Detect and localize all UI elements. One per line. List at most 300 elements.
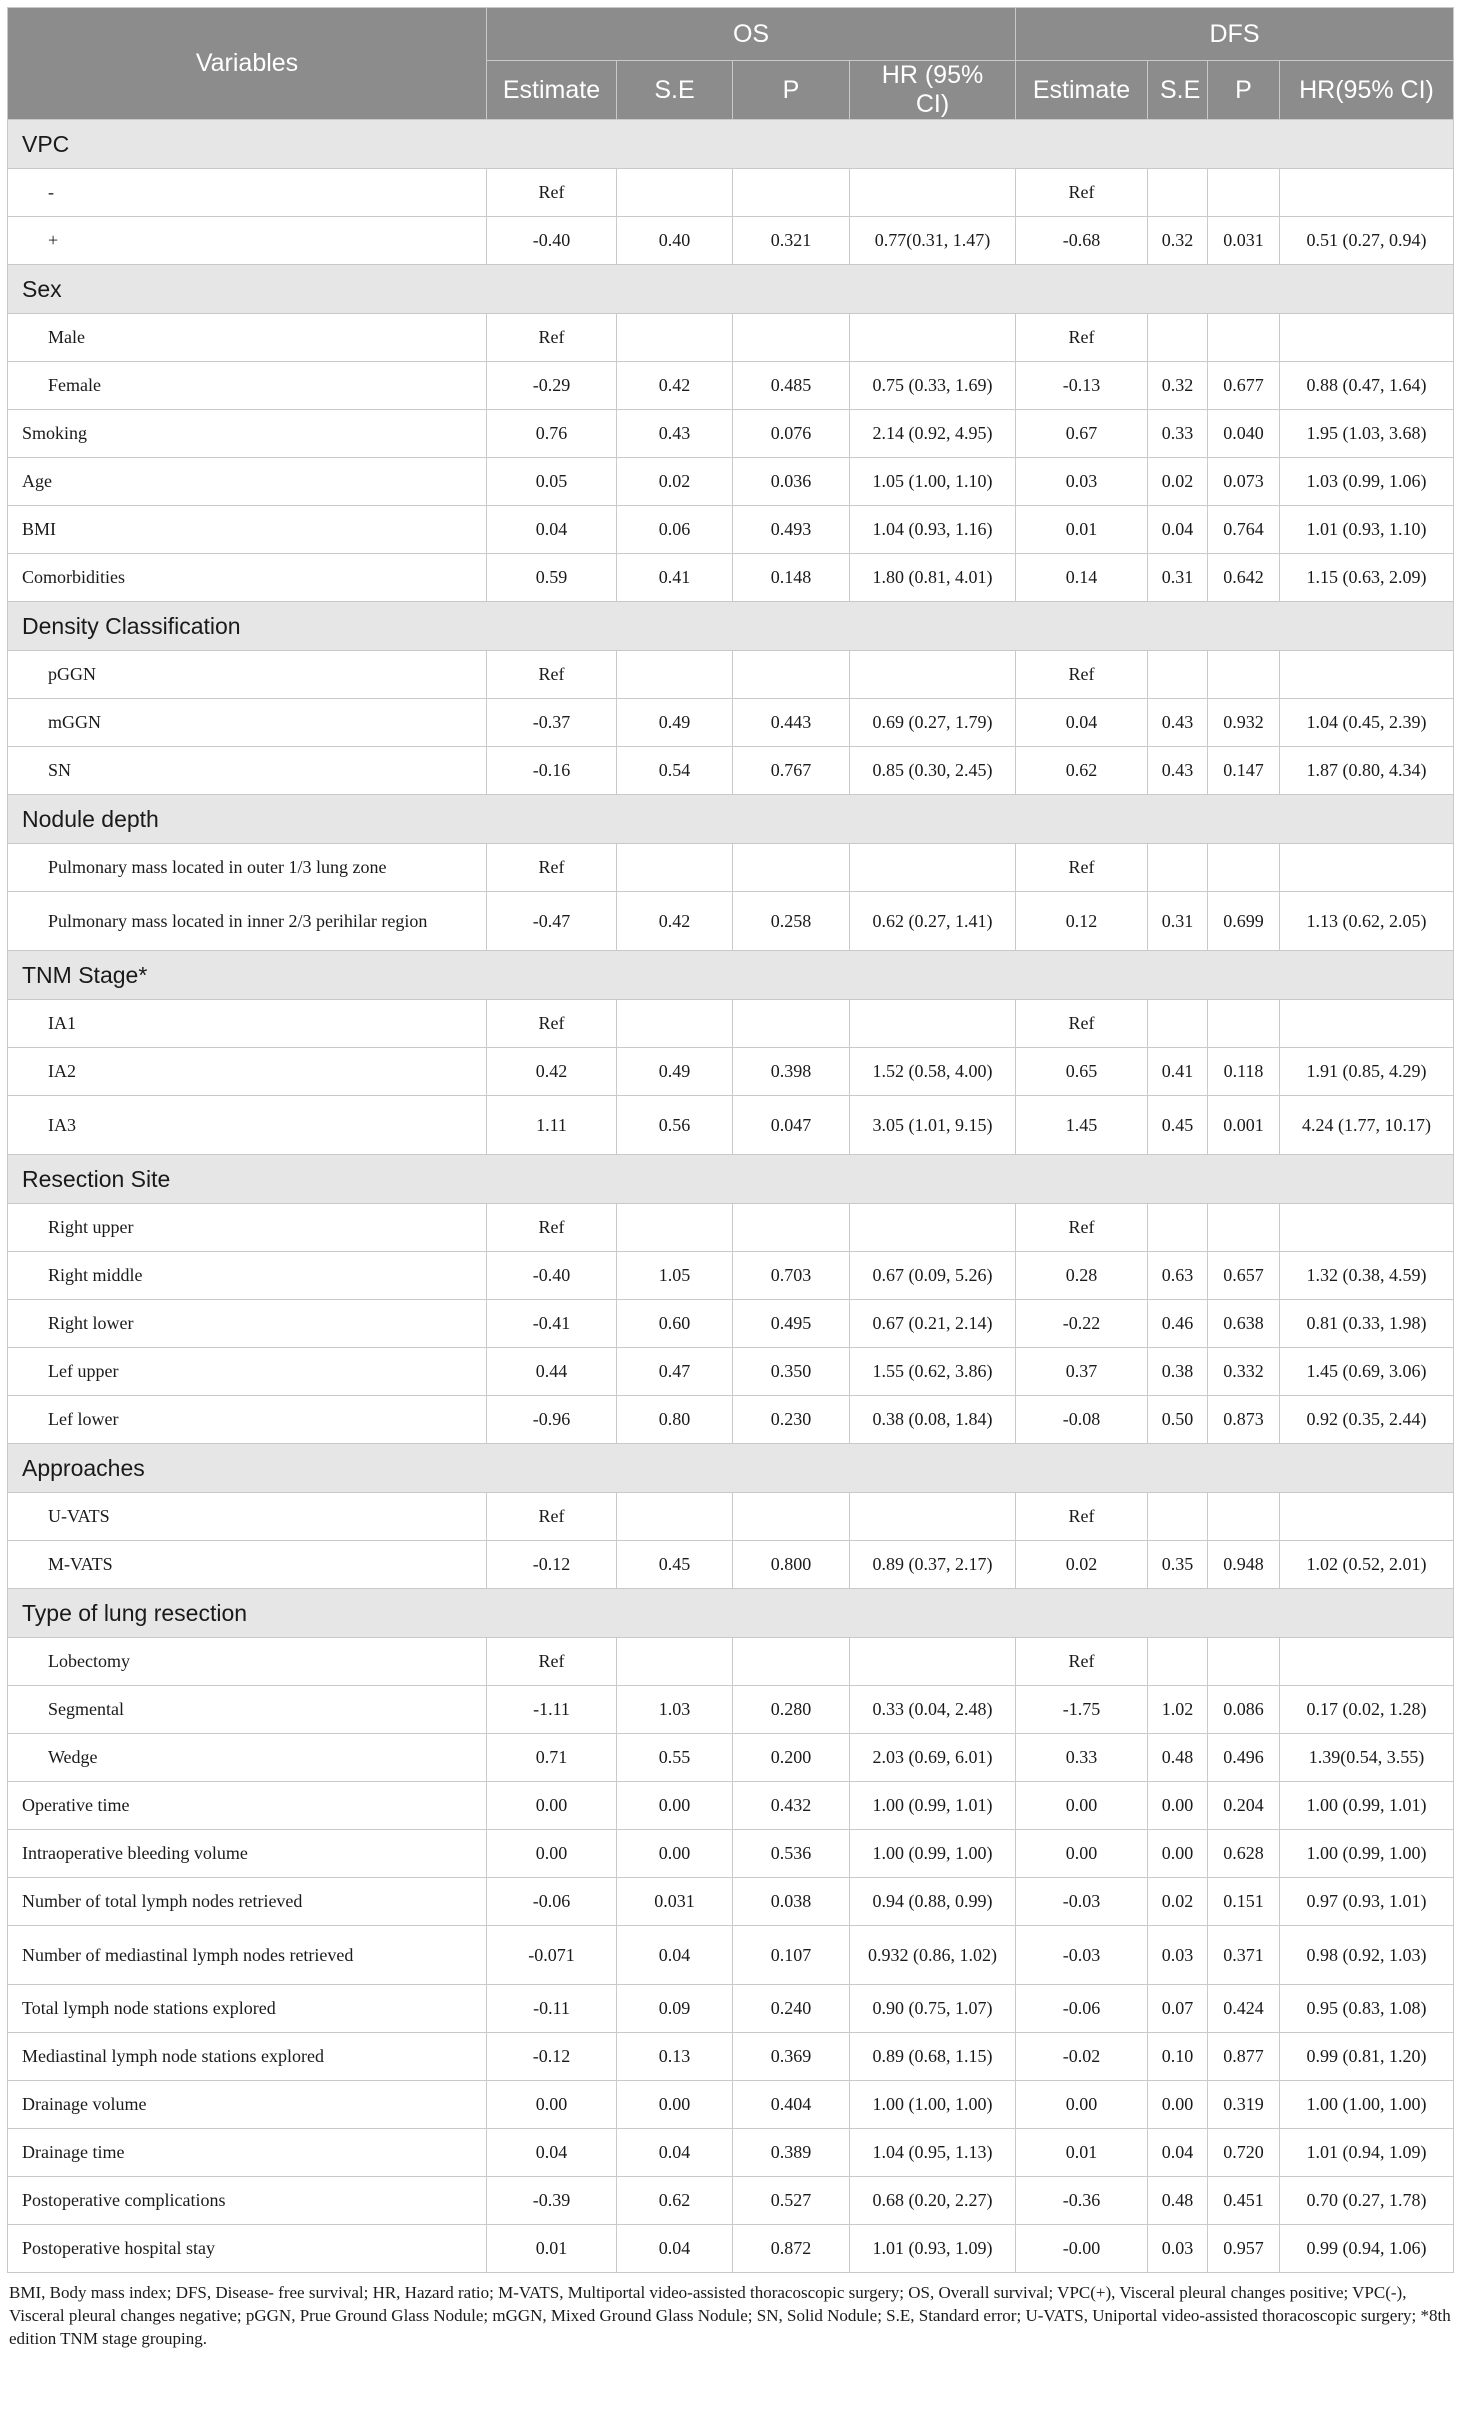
- dfs-estimate-cell: -0.22: [1016, 1300, 1148, 1348]
- dfs-hr-cell: 1.00 (1.00, 1.00): [1280, 2081, 1454, 2129]
- os-se-cell: 0.80: [617, 1396, 733, 1444]
- dfs-hr-cell: 0.99 (0.94, 1.06): [1280, 2225, 1454, 2273]
- dfs-p-cell: 0.040: [1208, 410, 1280, 458]
- table-row: [8, 1686, 1454, 1734]
- os-hr-cell: 1.04 (0.95, 1.13): [850, 2129, 1016, 2177]
- dfs-estimate-cell: Ref: [1016, 1204, 1148, 1252]
- os-se-cell: 0.00: [617, 1830, 733, 1878]
- os-p-cell: 0.389: [733, 2129, 850, 2177]
- dfs-estimate-cell: Ref: [1016, 314, 1148, 362]
- dfs-estimate-cell: 0.67: [1016, 410, 1148, 458]
- dfs-hr-cell: 0.95 (0.83, 1.08): [1280, 1985, 1454, 2033]
- dfs-hr-cell: 1.32 (0.38, 4.59): [1280, 1252, 1454, 1300]
- os-estimate-cell: -0.47: [487, 892, 617, 951]
- row-label: Number of total lymph nodes retrieved: [8, 1878, 487, 1926]
- section-row: [8, 1589, 1454, 1638]
- os-estimate-cell: 0.44: [487, 1348, 617, 1396]
- dfs-hr-cell: 4.24 (1.77, 10.17): [1280, 1096, 1454, 1155]
- table-row: [8, 2177, 1454, 2225]
- dfs-hr-cell: 1.95 (1.03, 3.68): [1280, 410, 1454, 458]
- dfs-p-cell: 0.657: [1208, 1252, 1280, 1300]
- row-label: Intraoperative bleeding volume: [8, 1830, 487, 1878]
- table-row: [8, 217, 1454, 265]
- dfs-se-cell: 0.45: [1148, 1096, 1208, 1155]
- os-se-cell: 0.43: [617, 410, 733, 458]
- os-estimate-cell: 0.00: [487, 1830, 617, 1878]
- dfs-p-cell: 0.873: [1208, 1396, 1280, 1444]
- dfs-se-cell: [1148, 1000, 1208, 1048]
- dfs-estimate-cell: Ref: [1016, 844, 1148, 892]
- os-se-cell: [617, 844, 733, 892]
- os-se-cell: 0.62: [617, 2177, 733, 2225]
- os-se-cell: 0.56: [617, 1096, 733, 1155]
- table-row: [8, 1926, 1454, 1985]
- table-row: [8, 1985, 1454, 2033]
- dfs-se-cell: [1148, 1204, 1208, 1252]
- os-p-cell: 0.404: [733, 2081, 850, 2129]
- header-dfs-se: S.E: [1148, 61, 1208, 120]
- dfs-hr-cell: 1.00 (0.99, 1.01): [1280, 1782, 1454, 1830]
- dfs-se-cell: 0.43: [1148, 747, 1208, 795]
- dfs-hr-cell: 1.91 (0.85, 4.29): [1280, 1048, 1454, 1096]
- os-se-cell: 0.13: [617, 2033, 733, 2081]
- os-estimate-cell: -0.41: [487, 1300, 617, 1348]
- row-label: Female: [8, 362, 487, 410]
- section-row: [8, 602, 1454, 651]
- os-hr-cell: 3.05 (1.01, 9.15): [850, 1096, 1016, 1155]
- dfs-se-cell: 0.04: [1148, 2129, 1208, 2177]
- os-estimate-cell: 0.00: [487, 1782, 617, 1830]
- os-estimate-cell: Ref: [487, 1204, 617, 1252]
- dfs-se-cell: 0.03: [1148, 2225, 1208, 2273]
- table-row: [8, 554, 1454, 602]
- os-se-cell: 0.04: [617, 2225, 733, 2273]
- header-os-p: P: [733, 61, 850, 120]
- dfs-hr-cell: 1.03 (0.99, 1.06): [1280, 458, 1454, 506]
- dfs-estimate-cell: 0.00: [1016, 1830, 1148, 1878]
- row-label: Lobectomy: [8, 1638, 487, 1686]
- dfs-hr-cell: [1280, 314, 1454, 362]
- header-os: OS: [487, 8, 1016, 61]
- os-estimate-cell: -0.071: [487, 1926, 617, 1985]
- os-p-cell: 0.767: [733, 747, 850, 795]
- dfs-p-cell: [1208, 1638, 1280, 1686]
- row-label: Pulmonary mass located in outer 1/3 lung zone: [8, 844, 487, 892]
- dfs-p-cell: [1208, 844, 1280, 892]
- os-se-cell: 0.00: [617, 1782, 733, 1830]
- os-se-cell: 0.42: [617, 892, 733, 951]
- dfs-se-cell: 0.35: [1148, 1541, 1208, 1589]
- dfs-hr-cell: 0.70 (0.27, 1.78): [1280, 2177, 1454, 2225]
- dfs-se-cell: 0.02: [1148, 1878, 1208, 1926]
- dfs-se-cell: [1148, 1493, 1208, 1541]
- dfs-se-cell: 0.46: [1148, 1300, 1208, 1348]
- os-estimate-cell: Ref: [487, 169, 617, 217]
- dfs-hr-cell: 0.51 (0.27, 0.94): [1280, 217, 1454, 265]
- dfs-p-cell: 0.073: [1208, 458, 1280, 506]
- header-os-hr: HR (95% CI): [850, 61, 1016, 120]
- dfs-p-cell: 0.877: [1208, 2033, 1280, 2081]
- os-hr-cell: [850, 1000, 1016, 1048]
- os-estimate-cell: 0.01: [487, 2225, 617, 2273]
- dfs-estimate-cell: 0.14: [1016, 554, 1148, 602]
- os-estimate-cell: -0.29: [487, 362, 617, 410]
- os-se-cell: 0.00: [617, 2081, 733, 2129]
- os-estimate-cell: Ref: [487, 1000, 617, 1048]
- os-p-cell: 0.200: [733, 1734, 850, 1782]
- table-row: [8, 169, 1454, 217]
- dfs-hr-cell: 0.97 (0.93, 1.01): [1280, 1878, 1454, 1926]
- dfs-se-cell: 0.00: [1148, 1830, 1208, 1878]
- dfs-se-cell: 0.41: [1148, 1048, 1208, 1096]
- table-header: [8, 8, 1454, 120]
- dfs-p-cell: 0.001: [1208, 1096, 1280, 1155]
- os-estimate-cell: 0.05: [487, 458, 617, 506]
- os-estimate-cell: 0.04: [487, 506, 617, 554]
- os-se-cell: [617, 314, 733, 362]
- table-row: [8, 1252, 1454, 1300]
- dfs-se-cell: 0.07: [1148, 1985, 1208, 2033]
- os-hr-cell: 0.94 (0.88, 0.99): [850, 1878, 1016, 1926]
- os-se-cell: [617, 651, 733, 699]
- dfs-p-cell: 0.147: [1208, 747, 1280, 795]
- row-label: -: [8, 169, 487, 217]
- os-se-cell: [617, 1000, 733, 1048]
- os-hr-cell: 1.01 (0.93, 1.09): [850, 2225, 1016, 2273]
- os-se-cell: [617, 169, 733, 217]
- row-label: BMI: [8, 506, 487, 554]
- table-row: [8, 1204, 1454, 1252]
- os-hr-cell: 1.80 (0.81, 4.01): [850, 554, 1016, 602]
- table-row: [8, 506, 1454, 554]
- os-p-cell: 0.230: [733, 1396, 850, 1444]
- dfs-se-cell: [1148, 1638, 1208, 1686]
- os-se-cell: [617, 1493, 733, 1541]
- dfs-se-cell: [1148, 169, 1208, 217]
- dfs-se-cell: 0.03: [1148, 1926, 1208, 1985]
- dfs-hr-cell: [1280, 1204, 1454, 1252]
- table-row: [8, 1782, 1454, 1830]
- table-row: [8, 1541, 1454, 1589]
- os-p-cell: [733, 844, 850, 892]
- dfs-p-cell: 0.204: [1208, 1782, 1280, 1830]
- section-label: VPC: [8, 120, 1454, 169]
- row-label: Wedge: [8, 1734, 487, 1782]
- os-p-cell: 0.443: [733, 699, 850, 747]
- dfs-hr-cell: [1280, 1493, 1454, 1541]
- dfs-se-cell: 0.33: [1148, 410, 1208, 458]
- os-hr-cell: 0.67 (0.21, 2.14): [850, 1300, 1016, 1348]
- dfs-p-cell: [1208, 1000, 1280, 1048]
- dfs-se-cell: 0.31: [1148, 892, 1208, 951]
- dfs-se-cell: [1148, 844, 1208, 892]
- table-container: [7, 7, 1453, 2350]
- os-estimate-cell: Ref: [487, 314, 617, 362]
- dfs-hr-cell: 0.17 (0.02, 1.28): [1280, 1686, 1454, 1734]
- os-estimate-cell: -0.06: [487, 1878, 617, 1926]
- section-label: Approaches: [8, 1444, 1454, 1493]
- row-label: IA1: [8, 1000, 487, 1048]
- dfs-p-cell: [1208, 169, 1280, 217]
- os-se-cell: 0.02: [617, 458, 733, 506]
- os-p-cell: 0.872: [733, 2225, 850, 2273]
- os-hr-cell: 2.03 (0.69, 6.01): [850, 1734, 1016, 1782]
- row-label: IA3: [8, 1096, 487, 1155]
- table-row: [8, 1830, 1454, 1878]
- row-label: U-VATS: [8, 1493, 487, 1541]
- dfs-p-cell: 0.638: [1208, 1300, 1280, 1348]
- dfs-estimate-cell: -0.36: [1016, 2177, 1148, 2225]
- os-se-cell: 0.49: [617, 1048, 733, 1096]
- table-row: [8, 747, 1454, 795]
- dfs-p-cell: 0.332: [1208, 1348, 1280, 1396]
- dfs-estimate-cell: -0.08: [1016, 1396, 1148, 1444]
- row-label: Pulmonary mass located in inner 2/3 perihilar region: [8, 892, 487, 951]
- row-label: SN: [8, 747, 487, 795]
- os-se-cell: 0.45: [617, 1541, 733, 1589]
- dfs-estimate-cell: Ref: [1016, 1493, 1148, 1541]
- dfs-hr-cell: 1.87 (0.80, 4.34): [1280, 747, 1454, 795]
- dfs-se-cell: [1148, 314, 1208, 362]
- header-os-se: S.E: [617, 61, 733, 120]
- os-hr-cell: [850, 1638, 1016, 1686]
- section-label: Nodule depth: [8, 795, 1454, 844]
- row-label: Mediastinal lymph node stations explored: [8, 2033, 487, 2081]
- os-p-cell: 0.800: [733, 1541, 850, 1589]
- os-se-cell: 0.42: [617, 362, 733, 410]
- os-p-cell: [733, 1493, 850, 1541]
- dfs-hr-cell: 1.00 (0.99, 1.00): [1280, 1830, 1454, 1878]
- table-row: [8, 1878, 1454, 1926]
- dfs-estimate-cell: Ref: [1016, 1000, 1148, 1048]
- row-label: Drainage time: [8, 2129, 487, 2177]
- dfs-se-cell: 0.48: [1148, 1734, 1208, 1782]
- row-label: Right middle: [8, 1252, 487, 1300]
- section-label: Sex: [8, 265, 1454, 314]
- os-p-cell: [733, 169, 850, 217]
- dfs-p-cell: 0.319: [1208, 2081, 1280, 2129]
- os-se-cell: 0.60: [617, 1300, 733, 1348]
- table-row: [8, 1493, 1454, 1541]
- table-row: [8, 362, 1454, 410]
- os-p-cell: [733, 651, 850, 699]
- header-dfs-hr: HR(95% CI): [1280, 61, 1454, 120]
- dfs-se-cell: 0.00: [1148, 1782, 1208, 1830]
- os-estimate-cell: 1.11: [487, 1096, 617, 1155]
- os-hr-cell: 1.00 (0.99, 1.00): [850, 1830, 1016, 1878]
- dfs-estimate-cell: 0.03: [1016, 458, 1148, 506]
- os-p-cell: 0.536: [733, 1830, 850, 1878]
- dfs-p-cell: 0.677: [1208, 362, 1280, 410]
- dfs-se-cell: 0.00: [1148, 2081, 1208, 2129]
- regression-table: [7, 7, 1454, 2273]
- section-label: Type of lung resection: [8, 1589, 1454, 1638]
- table-row: [8, 2225, 1454, 2273]
- os-estimate-cell: -0.12: [487, 2033, 617, 2081]
- dfs-se-cell: 0.48: [1148, 2177, 1208, 2225]
- os-hr-cell: [850, 651, 1016, 699]
- row-label: Age: [8, 458, 487, 506]
- dfs-hr-cell: [1280, 651, 1454, 699]
- dfs-p-cell: 0.451: [1208, 2177, 1280, 2225]
- row-label: Operative time: [8, 1782, 487, 1830]
- table-row: [8, 1048, 1454, 1096]
- table-row: [8, 1396, 1454, 1444]
- dfs-p-cell: 0.424: [1208, 1985, 1280, 2033]
- header-dfs-estimate: Estimate: [1016, 61, 1148, 120]
- os-hr-cell: [850, 169, 1016, 217]
- os-se-cell: 0.49: [617, 699, 733, 747]
- dfs-estimate-cell: 0.00: [1016, 1782, 1148, 1830]
- dfs-hr-cell: [1280, 844, 1454, 892]
- dfs-p-cell: 0.151: [1208, 1878, 1280, 1926]
- os-p-cell: 0.495: [733, 1300, 850, 1348]
- dfs-estimate-cell: 0.04: [1016, 699, 1148, 747]
- dfs-estimate-cell: 0.33: [1016, 1734, 1148, 1782]
- dfs-estimate-cell: 0.12: [1016, 892, 1148, 951]
- row-label: Postoperative complications: [8, 2177, 487, 2225]
- dfs-estimate-cell: 0.01: [1016, 2129, 1148, 2177]
- os-p-cell: 0.280: [733, 1686, 850, 1734]
- dfs-hr-cell: 1.45 (0.69, 3.06): [1280, 1348, 1454, 1396]
- os-p-cell: 0.240: [733, 1985, 850, 2033]
- row-label: IA2: [8, 1048, 487, 1096]
- dfs-hr-cell: 1.02 (0.52, 2.01): [1280, 1541, 1454, 1589]
- os-p-cell: 0.350: [733, 1348, 850, 1396]
- table-row: [8, 844, 1454, 892]
- row-label: +: [8, 217, 487, 265]
- row-label: mGGN: [8, 699, 487, 747]
- os-se-cell: 1.05: [617, 1252, 733, 1300]
- os-hr-cell: [850, 1493, 1016, 1541]
- os-estimate-cell: -0.37: [487, 699, 617, 747]
- row-label: Smoking: [8, 410, 487, 458]
- os-hr-cell: 0.69 (0.27, 1.79): [850, 699, 1016, 747]
- dfs-se-cell: [1148, 651, 1208, 699]
- dfs-hr-cell: [1280, 1638, 1454, 1686]
- table-row: [8, 314, 1454, 362]
- os-hr-cell: 1.04 (0.93, 1.16): [850, 506, 1016, 554]
- row-label: M-VATS: [8, 1541, 487, 1589]
- dfs-p-cell: 0.932: [1208, 699, 1280, 747]
- dfs-estimate-cell: -1.75: [1016, 1686, 1148, 1734]
- dfs-p-cell: 0.628: [1208, 1830, 1280, 1878]
- dfs-p-cell: [1208, 1204, 1280, 1252]
- dfs-hr-cell: [1280, 169, 1454, 217]
- dfs-estimate-cell: 0.02: [1016, 1541, 1148, 1589]
- os-hr-cell: 1.00 (0.99, 1.01): [850, 1782, 1016, 1830]
- row-label: Postoperative hospital stay: [8, 2225, 487, 2273]
- os-hr-cell: 0.89 (0.68, 1.15): [850, 2033, 1016, 2081]
- dfs-hr-cell: 0.81 (0.33, 1.98): [1280, 1300, 1454, 1348]
- section-row: [8, 951, 1454, 1000]
- os-hr-cell: 1.00 (1.00, 1.00): [850, 2081, 1016, 2129]
- os-se-cell: 0.47: [617, 1348, 733, 1396]
- dfs-se-cell: 0.04: [1148, 506, 1208, 554]
- dfs-p-cell: 0.642: [1208, 554, 1280, 602]
- dfs-hr-cell: 0.92 (0.35, 2.44): [1280, 1396, 1454, 1444]
- dfs-p-cell: [1208, 314, 1280, 362]
- row-label: Male: [8, 314, 487, 362]
- row-label: Drainage volume: [8, 2081, 487, 2129]
- dfs-estimate-cell: -0.03: [1016, 1926, 1148, 1985]
- table-footnote: BMI, Body mass index; DFS, Disease- free survival; HR, Hazard ratio; M-VATS, Multiportal video-assisted thoracoscopic surgery; OS, Overall survival; VPC(+), Visceral pleural changes positive; VPC(-), Visceral pleural changes negative; pGGN, Prue Ground Glass Nodule; mGGN, Mixed Ground Glass Nodule; SN, Solid Nodule; S.E, Standard error; U-VATS, Uniportal video-assisted thoracoscopic surgery; *8th edition TNM stage grouping.: [9, 2283, 1451, 2348]
- dfs-estimate-cell: 0.01: [1016, 506, 1148, 554]
- dfs-p-cell: 0.371: [1208, 1926, 1280, 1985]
- dfs-hr-cell: 1.01 (0.94, 1.09): [1280, 2129, 1454, 2177]
- table-row: [8, 2081, 1454, 2129]
- os-hr-cell: 1.05 (1.00, 1.10): [850, 458, 1016, 506]
- dfs-estimate-cell: -0.13: [1016, 362, 1148, 410]
- dfs-estimate-cell: 0.28: [1016, 1252, 1148, 1300]
- dfs-se-cell: 0.38: [1148, 1348, 1208, 1396]
- dfs-estimate-cell: -0.03: [1016, 1878, 1148, 1926]
- header-variables: Variables: [8, 8, 487, 120]
- os-hr-cell: 0.67 (0.09, 5.26): [850, 1252, 1016, 1300]
- section-label: Resection Site: [8, 1155, 1454, 1204]
- os-p-cell: [733, 1000, 850, 1048]
- dfs-hr-cell: 0.98 (0.92, 1.03): [1280, 1926, 1454, 1985]
- row-label: Comorbidities: [8, 554, 487, 602]
- os-hr-cell: 0.77(0.31, 1.47): [850, 217, 1016, 265]
- section-label: Density Classification: [8, 602, 1454, 651]
- section-row: [8, 795, 1454, 844]
- os-estimate-cell: Ref: [487, 844, 617, 892]
- dfs-se-cell: 0.31: [1148, 554, 1208, 602]
- os-hr-cell: [850, 314, 1016, 362]
- os-hr-cell: 0.68 (0.20, 2.27): [850, 2177, 1016, 2225]
- os-p-cell: [733, 1638, 850, 1686]
- section-row: [8, 1155, 1454, 1204]
- os-estimate-cell: Ref: [487, 1493, 617, 1541]
- dfs-se-cell: 0.50: [1148, 1396, 1208, 1444]
- dfs-estimate-cell: 0.62: [1016, 747, 1148, 795]
- dfs-estimate-cell: Ref: [1016, 169, 1148, 217]
- dfs-estimate-cell: -0.06: [1016, 1985, 1148, 2033]
- table-row: [8, 1734, 1454, 1782]
- table-row: [8, 651, 1454, 699]
- os-hr-cell: 1.52 (0.58, 4.00): [850, 1048, 1016, 1096]
- os-estimate-cell: 0.59: [487, 554, 617, 602]
- table-row: [8, 410, 1454, 458]
- dfs-hr-cell: 0.88 (0.47, 1.64): [1280, 362, 1454, 410]
- dfs-p-cell: [1208, 651, 1280, 699]
- os-estimate-cell: Ref: [487, 1638, 617, 1686]
- os-p-cell: 0.527: [733, 2177, 850, 2225]
- os-se-cell: 0.04: [617, 1926, 733, 1985]
- os-p-cell: 0.485: [733, 362, 850, 410]
- table-row: [8, 458, 1454, 506]
- dfs-estimate-cell: 0.65: [1016, 1048, 1148, 1096]
- os-hr-cell: 2.14 (0.92, 4.95): [850, 410, 1016, 458]
- table-row: [8, 1300, 1454, 1348]
- dfs-estimate-cell: Ref: [1016, 1638, 1148, 1686]
- os-estimate-cell: 0.71: [487, 1734, 617, 1782]
- os-p-cell: 0.321: [733, 217, 850, 265]
- row-label: pGGN: [8, 651, 487, 699]
- table-row: [8, 2033, 1454, 2081]
- dfs-p-cell: 0.086: [1208, 1686, 1280, 1734]
- header-dfs-p: P: [1208, 61, 1280, 120]
- table-row: [8, 2129, 1454, 2177]
- os-hr-cell: 0.90 (0.75, 1.07): [850, 1985, 1016, 2033]
- os-estimate-cell: -0.12: [487, 1541, 617, 1589]
- dfs-se-cell: 1.02: [1148, 1686, 1208, 1734]
- header-dfs: DFS: [1016, 8, 1454, 61]
- dfs-estimate-cell: 0.37: [1016, 1348, 1148, 1396]
- os-se-cell: 0.40: [617, 217, 733, 265]
- row-label: Segmental: [8, 1686, 487, 1734]
